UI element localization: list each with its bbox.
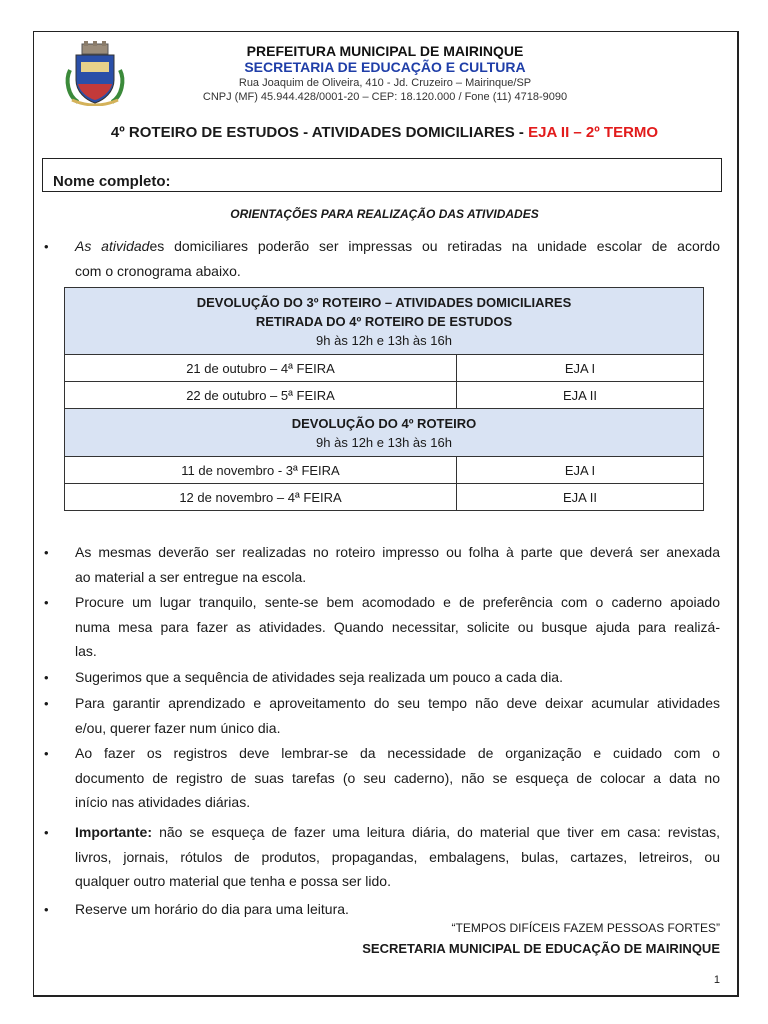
intro-paragraph: As atividades domiciliares poderão ser impressas ou retiradas na unidade escolar de acordo com o cronograma abaixo. [75, 238, 720, 279]
instruction-item: Procure um lugar tranquilo, sente-se bem acomodado e de preferência com o caderno apoiado numa mesa para fazer as atividades. Quando necessitar, solicite ou busque ajuda para realizá- las. [75, 594, 720, 659]
closing-quote: “TEMPOS DIFÍCEIS FAZEM PESSOAS FORTES” [451, 921, 720, 935]
bullet-marker: • [44, 902, 49, 917]
table-row: 21 de outubro – 4ª FEIRA EJA I [65, 355, 704, 382]
instruction-item: As mesmas deverão ser realizadas no roteiro impresso ou folha à parte que deverá ser anexada ao material a ser entregue na escola. [75, 544, 720, 585]
schedule-table [64, 287, 704, 511]
schedule-section-header: DEVOLUÇÃO DO 4º ROTEIRO 9h às 12h e 13h às 16h [65, 409, 704, 457]
instruction-item-important: Importante: não se esqueça de fazer uma leitura diária, do material que tiver em casa: revistas, livros, jornais, rótulos de produtos, propagandas, embalagens, bulas, cartazes, letreiros, ou qualquer outro material que tenha e possa ser lido. [75, 824, 720, 889]
bullet-marker: • [44, 595, 49, 610]
instruction-item: Ao fazer os registros deve lembrar-se da necessidade de organização e cuidado com o documento de registro de suas tarefas (o seu caderno), não se esqueça de colocar a data no início nas atividades diárias. [75, 745, 720, 810]
name-label: Nome completo: [53, 173, 171, 190]
bullet-marker: • [44, 696, 49, 711]
org-name: PREFEITURA MUNICIPAL DE MAIRINQUE [246, 43, 524, 59]
bullet-marker: • [44, 545, 49, 560]
bullet-marker: • [44, 746, 49, 761]
signature: SECRETARIA MUNICIPAL DE EDUCAÇÃO DE MAIRINQUE [362, 941, 720, 956]
table-row: 11 de novembro - 3ª FEIRA EJA I [65, 457, 704, 484]
schedule-section-header: DEVOLUÇÃO DO 3º ROTEIRO – ATIVIDADES DOMICILIARES RETIRADA DO 4º ROTEIRO DE ESTUDOS 9h às 12h e 13h às 16h [65, 288, 704, 355]
orientations-heading: ORIENTAÇÕES PARA REALIZAÇÃO DAS ATIVIDADES [230, 207, 539, 221]
name-field[interactable] [42, 158, 722, 192]
address-line: Rua Joaquim de Oliveira, 410 - Jd. Cruzeiro – Mairinque/SP [238, 77, 532, 89]
title-highlight: EJA II – 2º TERMO [528, 124, 659, 141]
instruction-item: Sugerimos que a sequência de atividades seja realizada um pouco a cada dia. [75, 669, 563, 685]
document-title: 4º ROTEIRO DE ESTUDOS - ATIVIDADES DOMICILIARES - EJA II – 2º TERMO [110, 124, 659, 141]
table-row: 22 de outubro – 5ª FEIRA EJA II [65, 382, 704, 409]
bullet-marker: • [44, 825, 49, 840]
page-number: 1 [713, 974, 720, 986]
instruction-item: Reserve um horário do dia para uma leitura. [75, 901, 349, 917]
department-name: SECRETARIA DE EDUCAÇÃO E CULTURA [244, 59, 526, 75]
table-row: 12 de novembro – 4ª FEIRA EJA II [65, 484, 704, 511]
bullet-marker: • [44, 239, 49, 254]
bullet-marker: • [44, 670, 49, 685]
contact-line: CNPJ (MF) 45.944.428/0001-20 – CEP: 18.120.000 / Fone (11) 4718-9090 [202, 91, 568, 103]
instruction-item: Para garantir aprendizado e aproveitamento do seu tempo não deve deixar acumular atividades e/ou, querer fazer num único dia. [75, 695, 720, 736]
city-coat-of-arms-icon [64, 40, 126, 106]
